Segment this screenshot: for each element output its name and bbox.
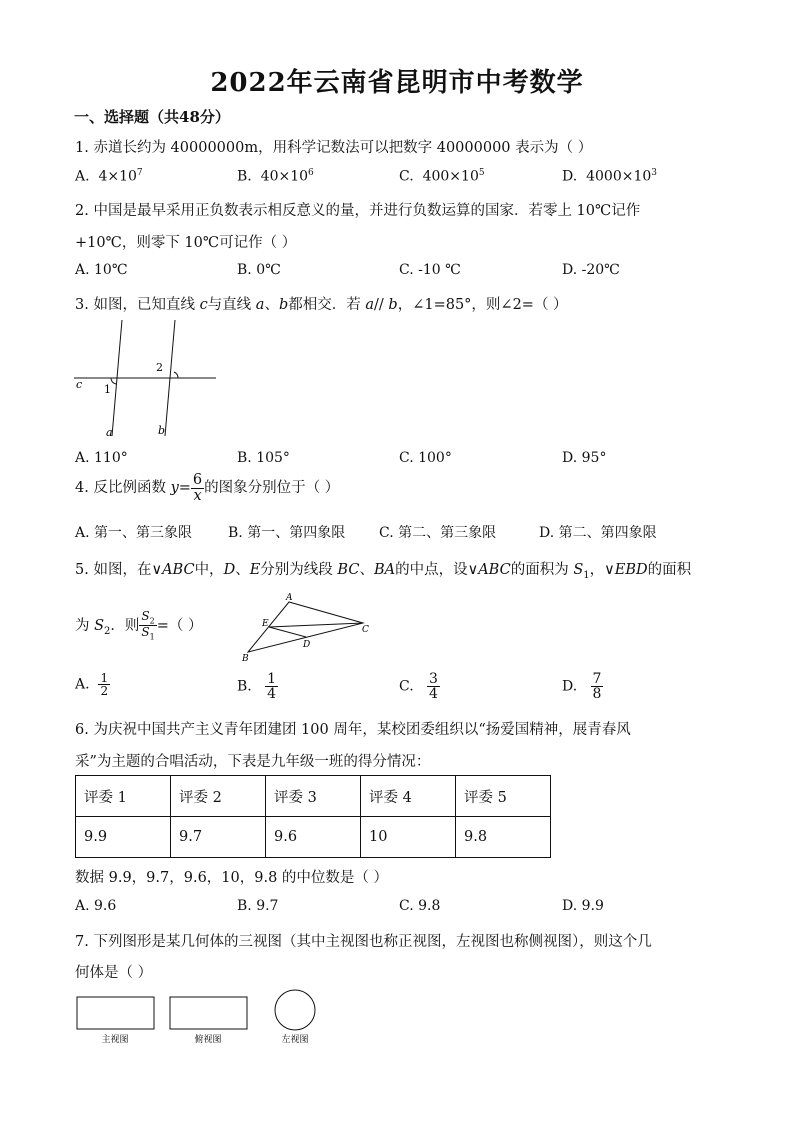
- q3-figure: [74, 318, 219, 440]
- table-header-cell: 评委 5: [456, 776, 551, 817]
- table-cell: 9.7: [171, 817, 266, 858]
- table-cell: 9.9: [76, 817, 171, 858]
- q6-stem-line1: 6. 为庆祝中国共产主义青年团建团 100 周年，某校团委组织以“扬爱国精神，展青春风: [75, 722, 631, 738]
- table-cell: 9.8: [456, 817, 551, 858]
- table-header-cell: 评委 1: [76, 776, 171, 817]
- q5-stem-line2: 为 $S_2$．则 $\frac{S_2}{S_1}$ =（ ）: [75, 609, 203, 642]
- q2-stem-line2: +10℃，则零下 10℃可记作（ ）: [75, 235, 297, 251]
- q5-option-d[interactable]: D. $\frac{7}{8}$: [562, 671, 602, 702]
- q6-option-c[interactable]: C. 9.8: [399, 898, 441, 914]
- label-angle-1: 1: [104, 383, 111, 396]
- q4-option-d[interactable]: D. 第二、第四象限: [539, 525, 657, 541]
- label-D: D: [303, 640, 311, 650]
- q4-option-c[interactable]: C. 第二、第三象限: [379, 525, 497, 541]
- q1-option-c[interactable]: C. $400\times 10^5$: [399, 168, 485, 185]
- label-E: E: [262, 619, 269, 629]
- q5-option-c[interactable]: C. $\frac{3}{4}$: [399, 671, 438, 702]
- q4-option-b[interactable]: B. 第一、第四象限: [228, 525, 346, 541]
- q3-stem: 3. 如图，已知直线 c与直线 a、b都相交．若 a// b，∠1=85°，则∠2=（ ）: [75, 297, 568, 313]
- q7-stem-line1: 7. 下列图形是某几何体的三视图（其中主视图也称正视图，左视图也称侧视图），则这个几: [75, 934, 652, 950]
- q3-option-a[interactable]: A. 110°: [75, 450, 128, 466]
- q7-stem-line2: 何体是（ ）: [75, 965, 153, 981]
- q6-stem-line2: 采”为主题的合唱活动，下表是九年级一班的得分情况：: [75, 754, 431, 770]
- segment-ed: [269, 627, 306, 637]
- score-table: [75, 775, 551, 858]
- q5-ratio-fraction: $\frac{S_2}{S_1}$: [141, 609, 155, 642]
- table-header-cell: 评委 3: [266, 776, 361, 817]
- side-view-label: 左视图: [281, 1035, 309, 1045]
- table-header-cell: 评委 4: [361, 776, 456, 817]
- page-title: 2022年云南省昆明市中考数学: [210, 68, 584, 98]
- q2-stem-line1: 2. 中国是最早采用正负数表示相反意义的量，并进行负数运算的国家．若零上 10℃记作: [75, 203, 641, 219]
- q2-option-c[interactable]: C. -10 ℃: [399, 262, 461, 278]
- q3-option-c[interactable]: C. 100°: [399, 450, 452, 466]
- front-view-label: 主视图: [101, 1035, 129, 1045]
- angle-2-arc: [174, 372, 178, 378]
- table-cell: 9.6: [266, 817, 361, 858]
- top-view-rectangle: [170, 997, 247, 1029]
- label-c: c: [76, 378, 83, 391]
- label-b: b: [158, 424, 166, 437]
- q4-stem: 4. 反比例函数 y= $\frac{6}{x}$ 的图象分别位于（ ）: [75, 472, 340, 504]
- q5-stem-line1: 5. 如图，在∨ABC中，D、E分别为线段 BC、BA的中点，设∨ABC的面积为 $S_1$，∨EBD的面积: [75, 562, 692, 581]
- table-header-cell: 评委 2: [171, 776, 266, 817]
- label-angle-2: 2: [156, 361, 163, 374]
- q4-fraction: $\frac{6}{x}$: [192, 472, 203, 504]
- side-view-circle: [275, 990, 315, 1030]
- q6-option-a[interactable]: A. 9.6: [75, 898, 117, 914]
- q4-option-a[interactable]: A. 第一、第三象限: [75, 525, 193, 541]
- q2-option-b[interactable]: B. 0℃: [237, 262, 281, 278]
- q5-figure: [238, 590, 373, 665]
- label-B: B: [242, 654, 249, 664]
- q3-option-b[interactable]: B. 105°: [237, 450, 290, 466]
- q3-option-d[interactable]: D. 95°: [562, 450, 607, 466]
- label-A: A: [286, 593, 293, 603]
- table-cell: 10: [361, 817, 456, 858]
- top-view-label: 俯视图: [194, 1035, 222, 1045]
- q1-option-b[interactable]: B. $40\times 10^6$: [237, 168, 314, 185]
- q2-option-a[interactable]: A. 10℃: [75, 262, 128, 278]
- q6-stem-line3: 数据 9.9，9.7，9.6，10，9.8 的中位数是（ ）: [75, 870, 389, 886]
- table-header-row: [76, 776, 551, 817]
- table-row: [76, 817, 551, 858]
- q1-option-a[interactable]: A. $4\times 10^7$: [75, 168, 143, 185]
- q5-option-a[interactable]: A. $\frac{1}{2}$: [75, 671, 109, 698]
- section-heading: 一、选择题（共48分）: [74, 108, 230, 126]
- q7-three-views-figure: [74, 986, 324, 1048]
- q6-option-b[interactable]: B. 9.7: [237, 898, 279, 914]
- q1-option-d[interactable]: D. $4000\times 10^3$: [562, 168, 658, 185]
- q2-option-d[interactable]: D. -20℃: [562, 262, 620, 278]
- q5-option-b[interactable]: B. $\frac{1}{4}$: [237, 671, 277, 702]
- q6-option-d[interactable]: D. 9.9: [562, 898, 604, 914]
- label-C: C: [362, 625, 369, 635]
- front-view-rectangle: [77, 997, 154, 1029]
- label-a: a: [106, 426, 113, 439]
- q1-stem: 1. 赤道长约为 40000000m，用科学记数法可以把数字 40000000 表示为（ ）: [75, 140, 593, 156]
